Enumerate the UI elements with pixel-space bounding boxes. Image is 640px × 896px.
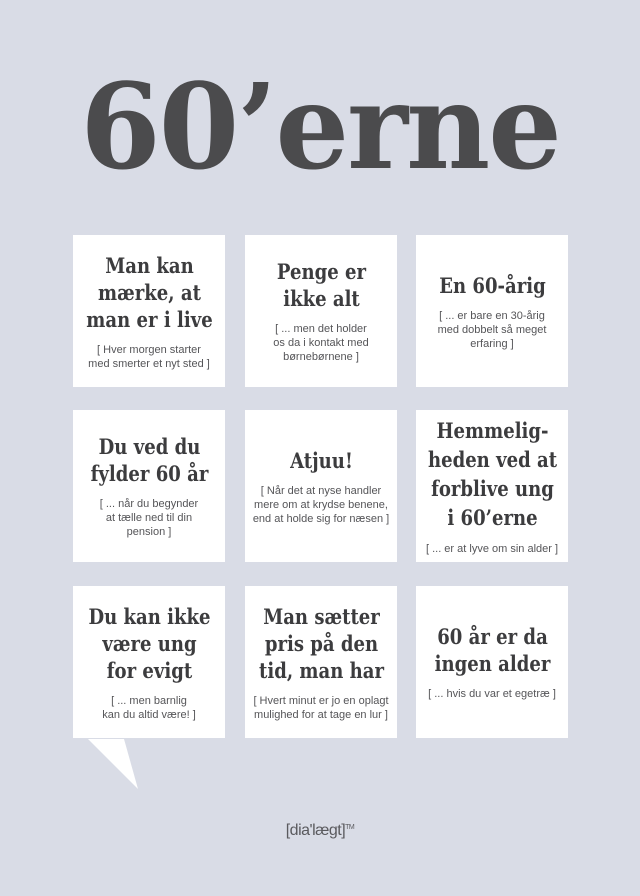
quote-card — [416, 586, 568, 738]
card-heading: Penge er ikke alt — [276, 259, 366, 311]
poster-title: 60’erne — [80, 57, 560, 196]
speech-bubble-tail-icon — [88, 739, 138, 789]
card-subtext: [ ... men barnlig kan du altid være! ] — [102, 694, 196, 721]
card-heading: Atjuu! — [289, 447, 353, 473]
card-heading: Du ved du fylder 60 år — [90, 434, 208, 486]
quote-card — [73, 410, 225, 562]
card-subtext: [ ... er at lyve om sin alder ] — [425, 543, 559, 555]
card-subtext: [ ... men det holder os da i kontakt med børnebørnene ] — [273, 323, 369, 363]
card-heading: En 60-årig — [438, 272, 546, 298]
card-subtext: [ ... er bare en 30-årig med dobbelt så meget erfaring ] — [437, 309, 547, 350]
trademark-mark: TM — [345, 824, 355, 831]
card-subtext: [ Hver morgen starter med smerter et nyt sted ] — [88, 343, 210, 370]
brand-logo — [0, 822, 640, 840]
card-subtext: [ ... hvis du var et egetræ ] — [428, 688, 556, 700]
brand-logo-text: [dia'lægt] — [285, 822, 346, 839]
card-heading: Man sætter pris på den tid, man har — [258, 603, 384, 683]
quote-card — [73, 235, 225, 387]
quote-card — [416, 410, 568, 562]
quote-card — [73, 586, 225, 738]
card-heading: Hemmelig- heden ved at forblive ung i 60’erne — [427, 418, 557, 530]
card-subtext: [ Når det at nyse handler mere om at krydse benene, end at holde sig for næsen ] — [252, 484, 390, 525]
quote-card — [245, 586, 397, 738]
card-subtext: [ ... når du begynder at tælle ned til din pension ] — [99, 498, 199, 538]
quote-card — [245, 410, 397, 562]
card-heading: Du kan ikke være ung for evigt — [87, 603, 211, 683]
card-subtext: [ Hvert minut er jo en oplagt mulighed for at tage en lur ] — [253, 694, 389, 721]
card-heading: Man kan mærke, at man er i live — [85, 252, 213, 332]
card-heading: 60 år er da ingen alder — [434, 624, 550, 676]
quote-grid — [73, 235, 568, 740]
quote-card — [416, 235, 568, 387]
quote-card — [245, 235, 397, 387]
